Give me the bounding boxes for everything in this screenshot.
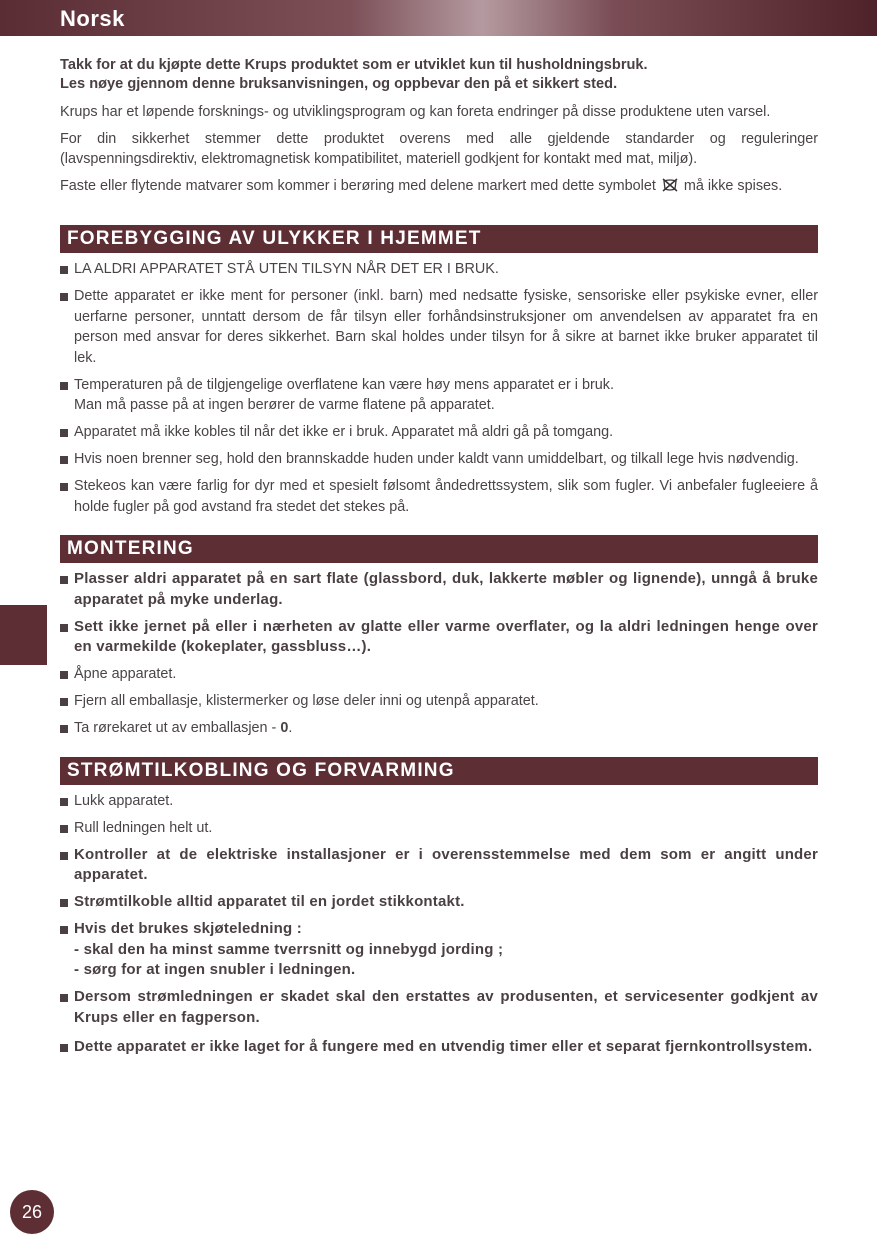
section-title-accident-prevention: FOREBYGGING AV ULYKKER I HJEMMET [60,225,818,253]
list-item: LA ALDRI APPARATET STÅ UTEN TILSYN NÅR DET ER I BRUK. [60,259,818,280]
accident-prevention-list [60,259,818,517]
list-item [60,919,818,981]
list-item: Hvis noen brenner seg, hold den brannskadde huden under kaldt vann umiddelbart, og tilkall lege hvis nødvendig. [60,449,818,470]
intro-paragraph-2: For din sikkerhet stemmer dette produktet overens med alle gjeldende standarder og reguleringer (lavspenningsdirektiv, elektromagnetisk kompatibilitet, materiell godkjent for kontakt med mat, miljø). [60,131,818,167]
list-item: Dette apparatet er ikke ment for personer (inkl. barn) med nedsatte fysiske, sensoriske eller psykiske evner, eller uerfarne personer, unntatt dersom de får tilsyn eller forhåndsinstruksjoner om anvendelsen av apparatet fra en person med ansvar for deres sikkerhet. Barn skal holdes under tilsyn for å sikre at barnet ikke bruker apparatet til lek. [60,286,818,368]
list-item-line: - skal den ha minst samme tverrsnitt og innebygd jording ; [74,940,504,958]
intro-bold [60,56,818,94]
list-item: Dette apparatet er ikke laget for å fungere med en utvendig timer eller et separat fjernkontrollsystem. [60,1037,818,1058]
list-item: Dersom strømledningen er skadet skal den erstattes av produsenten, et servicesenter godkjent av Krups eller en fagperson. [60,987,818,1028]
list-item: Fjern all emballasje, klistermerker og løse deler inni og utenpå apparatet. [60,691,818,712]
list-item: Stekeos kan være farlig for dyr med et spesielt følsomt åndedrettssystem, slik som fugler. Vi anbefaler fugleeiere å holde fugler på god avstand fra stedet det stekes på. [60,476,818,517]
intro-p3-before: Faste eller flytende matvarer som kommer i berøring med delene markert med dette symbolet [60,178,656,194]
intro-paragraph-1: Krups har et løpende forsknings- og utviklingsprogram og kan foreta endringer på disse produktene uten varsel. [60,104,771,120]
section-title-assembly: MONTERING [60,535,818,563]
list-item-line: Hvis det brukes skjøteledning : [74,920,302,937]
list-item: Åpne apparatet. [60,664,818,685]
intro-paragraph-3 [60,176,818,198]
list-item-end: . [288,720,293,736]
part-reference: 0 [280,720,289,736]
language-label: Norsk [60,6,125,31]
intro-bold-line-1: Takk for at du kjøpte dette Krups produktet som er utviklet kun til husholdningsbruk. [60,57,648,73]
power-connection-list [60,791,818,1058]
list-item-line: - sørg for at ingen snubler i ledningen. [74,961,356,978]
list-item: Apparatet må ikke kobles til når det ikke er i bruk. Apparatet må aldri gå på tomgang. [60,422,818,443]
list-item-text: Ta rørekaret ut av emballasjen - [74,720,281,736]
side-tab [0,605,47,665]
list-item: Kontroller at de elektriske installasjoner er i overensstemmelse med dem som er angitt under apparatet. [60,845,818,886]
no-food-contact-icon [662,178,678,198]
list-item [60,375,818,416]
list-item-line: Man må passe på at ingen berører de varme flatene på apparatet. [74,397,495,413]
list-item: Lukk apparatet. [60,791,818,812]
list-item [60,718,818,739]
header-bar [0,0,877,36]
list-item: Rull ledningen helt ut. [60,818,818,839]
section-title-power-connection: STRØMTILKOBLING OG FORVARMING [60,757,818,785]
list-item: Strømtilkoble alltid apparatet til en jordet stikkontakt. [60,892,818,913]
intro-p3-after: må ikke spises. [683,178,783,194]
page-content [60,56,818,1064]
page-number: 26 [10,1190,54,1234]
list-item: Sett ikke jernet på eller i nærheten av glatte eller varme overflater, og la aldri ledningen henge over en varmekilde (kokeplater, gassbluss…). [60,617,818,658]
list-item: Plasser aldri apparatet på en sart flate (glassbord, duk, lakkerte møbler og lignende), unngå å bruke apparatet på myke underlag. [60,569,818,610]
intro-bold-line-2: Les nøye gjennom denne bruksanvisningen, og oppbevar den på et sikkert sted. [60,76,618,92]
assembly-list [60,569,818,739]
list-item-line: Temperaturen på de tilgjengelige overflatene kan være høy mens apparatet er i bruk. [74,376,614,393]
